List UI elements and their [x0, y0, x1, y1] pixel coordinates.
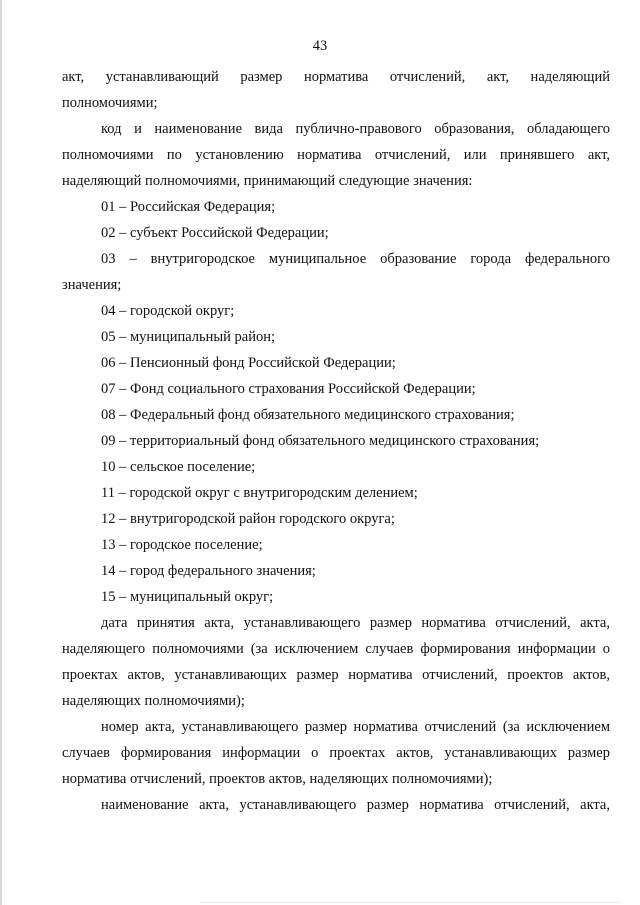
list-item-08: 08 – Федеральный фонд обязательного медицинского страхования; [101, 407, 515, 423]
paragraph-act-line1: акт, устанавливающий размер норматива отчислений, акт, наделяющий [62, 69, 610, 85]
paragraph-act-line2: полномочиями; [62, 95, 158, 111]
list-item-07: 07 – Фонд социального страхования Российской Федерации; [101, 381, 476, 397]
paragraph-act-date: дата принятия акта, устанавливающего размер норматива отчислений, акта, наделяющего полномочиями (за исключением случаев формирования информации о проектах актов, устанавливающих размер норматива отчислений, проектов актов, наделяющих полномочиями); [62, 615, 610, 709]
list-item-15: 15 – муниципальный округ; [101, 589, 274, 605]
list-item-05: 05 – муниципальный район; [101, 329, 276, 345]
list-item-06: 06 – Пенсионный фонд Российской Федерации; [101, 355, 396, 371]
list-item-14: 14 – город федерального значения; [101, 563, 316, 579]
list-item-10: 10 – сельское поселение; [101, 459, 256, 475]
page-number: 43 [312, 38, 328, 54]
paragraph-act-number: номер акта, устанавливающего размер норматива отчислений (за исключением случаев формирования информации о проектах актов, устанавливающих размер норматива отчислений, проектов актов, наделяющих полномочиями); [62, 719, 610, 787]
scan-bottom-edge [200, 902, 620, 903]
paragraph-act-title: наименование акта, устанавливающего размер норматива отчислений, акта, [101, 797, 610, 813]
list-item-11: 11 – городской округ с внутригородским делением; [101, 485, 418, 501]
list-item-09: 09 – территориальный фонд обязательного медицинского страхования; [101, 433, 540, 449]
list-item-01: 01 – Российская Федерация; [101, 199, 276, 215]
list-item-12: 12 – внутригородской район городского округа; [101, 511, 395, 527]
list-item-02: 02 – субъект Российской Федерации; [101, 225, 329, 241]
scan-left-edge [0, 0, 2, 905]
list-item-03: 03 – внутригородское муниципальное образование города федерального значения; [62, 251, 610, 293]
document-body [62, 64, 610, 818]
list-item-13: 13 – городское поселение; [101, 537, 263, 553]
paragraph-code-name: код и наименование вида публично-правового образования, обладающего полномочиями по установлению норматива отчислений, или принявшего акт, наделяющий полномочиями, принимающий следующие значения: [62, 121, 610, 189]
list-item-04: 04 – городской округ; [101, 303, 235, 319]
